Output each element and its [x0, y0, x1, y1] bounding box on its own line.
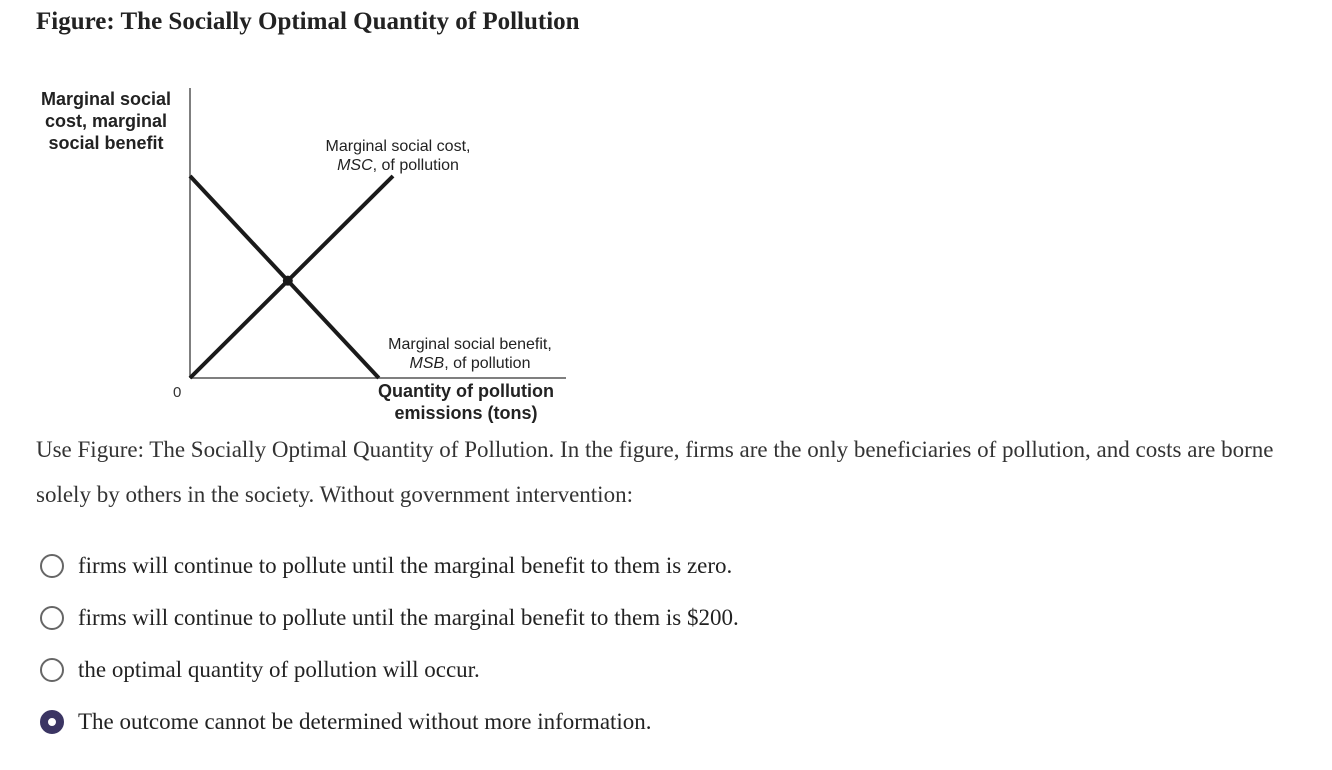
answer-option[interactable]	[40, 540, 1240, 592]
equilibrium-point	[283, 276, 293, 286]
y-axis-label-line: social benefit	[48, 133, 164, 153]
msc-abbr: MSC	[337, 157, 373, 174]
x-axis-label	[356, 380, 576, 424]
msb-curve-label	[368, 335, 572, 373]
answer-option[interactable]	[40, 696, 1240, 748]
msb-label-rest: , of pollution	[444, 355, 531, 372]
y-axis-label-line: cost, marginal	[44, 111, 168, 131]
radio-button[interactable]	[40, 554, 64, 578]
origin-label: 0	[173, 384, 182, 401]
msb-label-line1: Marginal social benefit,	[388, 336, 552, 353]
msb-abbr: MSB	[409, 355, 445, 372]
y-axis-label-line: Marginal social	[40, 89, 172, 109]
answer-option-label: firms will continue to pollute until the marginal benefit to them is $200.	[78, 605, 739, 630]
figure-title: Figure: The Socially Optimal Quantity of Pollution	[36, 8, 580, 35]
x-axis-label-line: emissions (tons)	[394, 403, 538, 423]
msc-curve-label	[308, 137, 488, 175]
answer-option-label: The outcome cannot be determined without more information.	[78, 709, 652, 734]
radio-button[interactable]	[40, 658, 64, 682]
msc-label-line2	[308, 156, 488, 175]
radio-button[interactable]	[40, 710, 64, 734]
answer-option-label: the optimal quantity of pollution will occur.	[78, 657, 480, 682]
radio-button[interactable]	[40, 606, 64, 630]
msc-label-rest: , of pollution	[372, 157, 459, 174]
pollution-figure	[0, 0, 640, 430]
answer-option[interactable]	[40, 644, 1240, 696]
msc-label-line1: Marginal social cost,	[325, 138, 471, 155]
question-text: Use Figure: The Socially Optimal Quantity of Pollution. In the figure, firms are the only beneficiaries of pollution, and costs are borne solely by others in the society. Without government intervention:	[36, 437, 1274, 507]
x-axis-label-line: Quantity of pollution	[378, 381, 554, 401]
msb-label-line2	[368, 354, 572, 373]
y-axis-label	[26, 88, 186, 154]
answer-option[interactable]	[40, 592, 1240, 644]
answer-option-label: firms will continue to pollute until the marginal benefit to them is zero.	[78, 553, 733, 578]
answer-options	[40, 540, 1240, 748]
